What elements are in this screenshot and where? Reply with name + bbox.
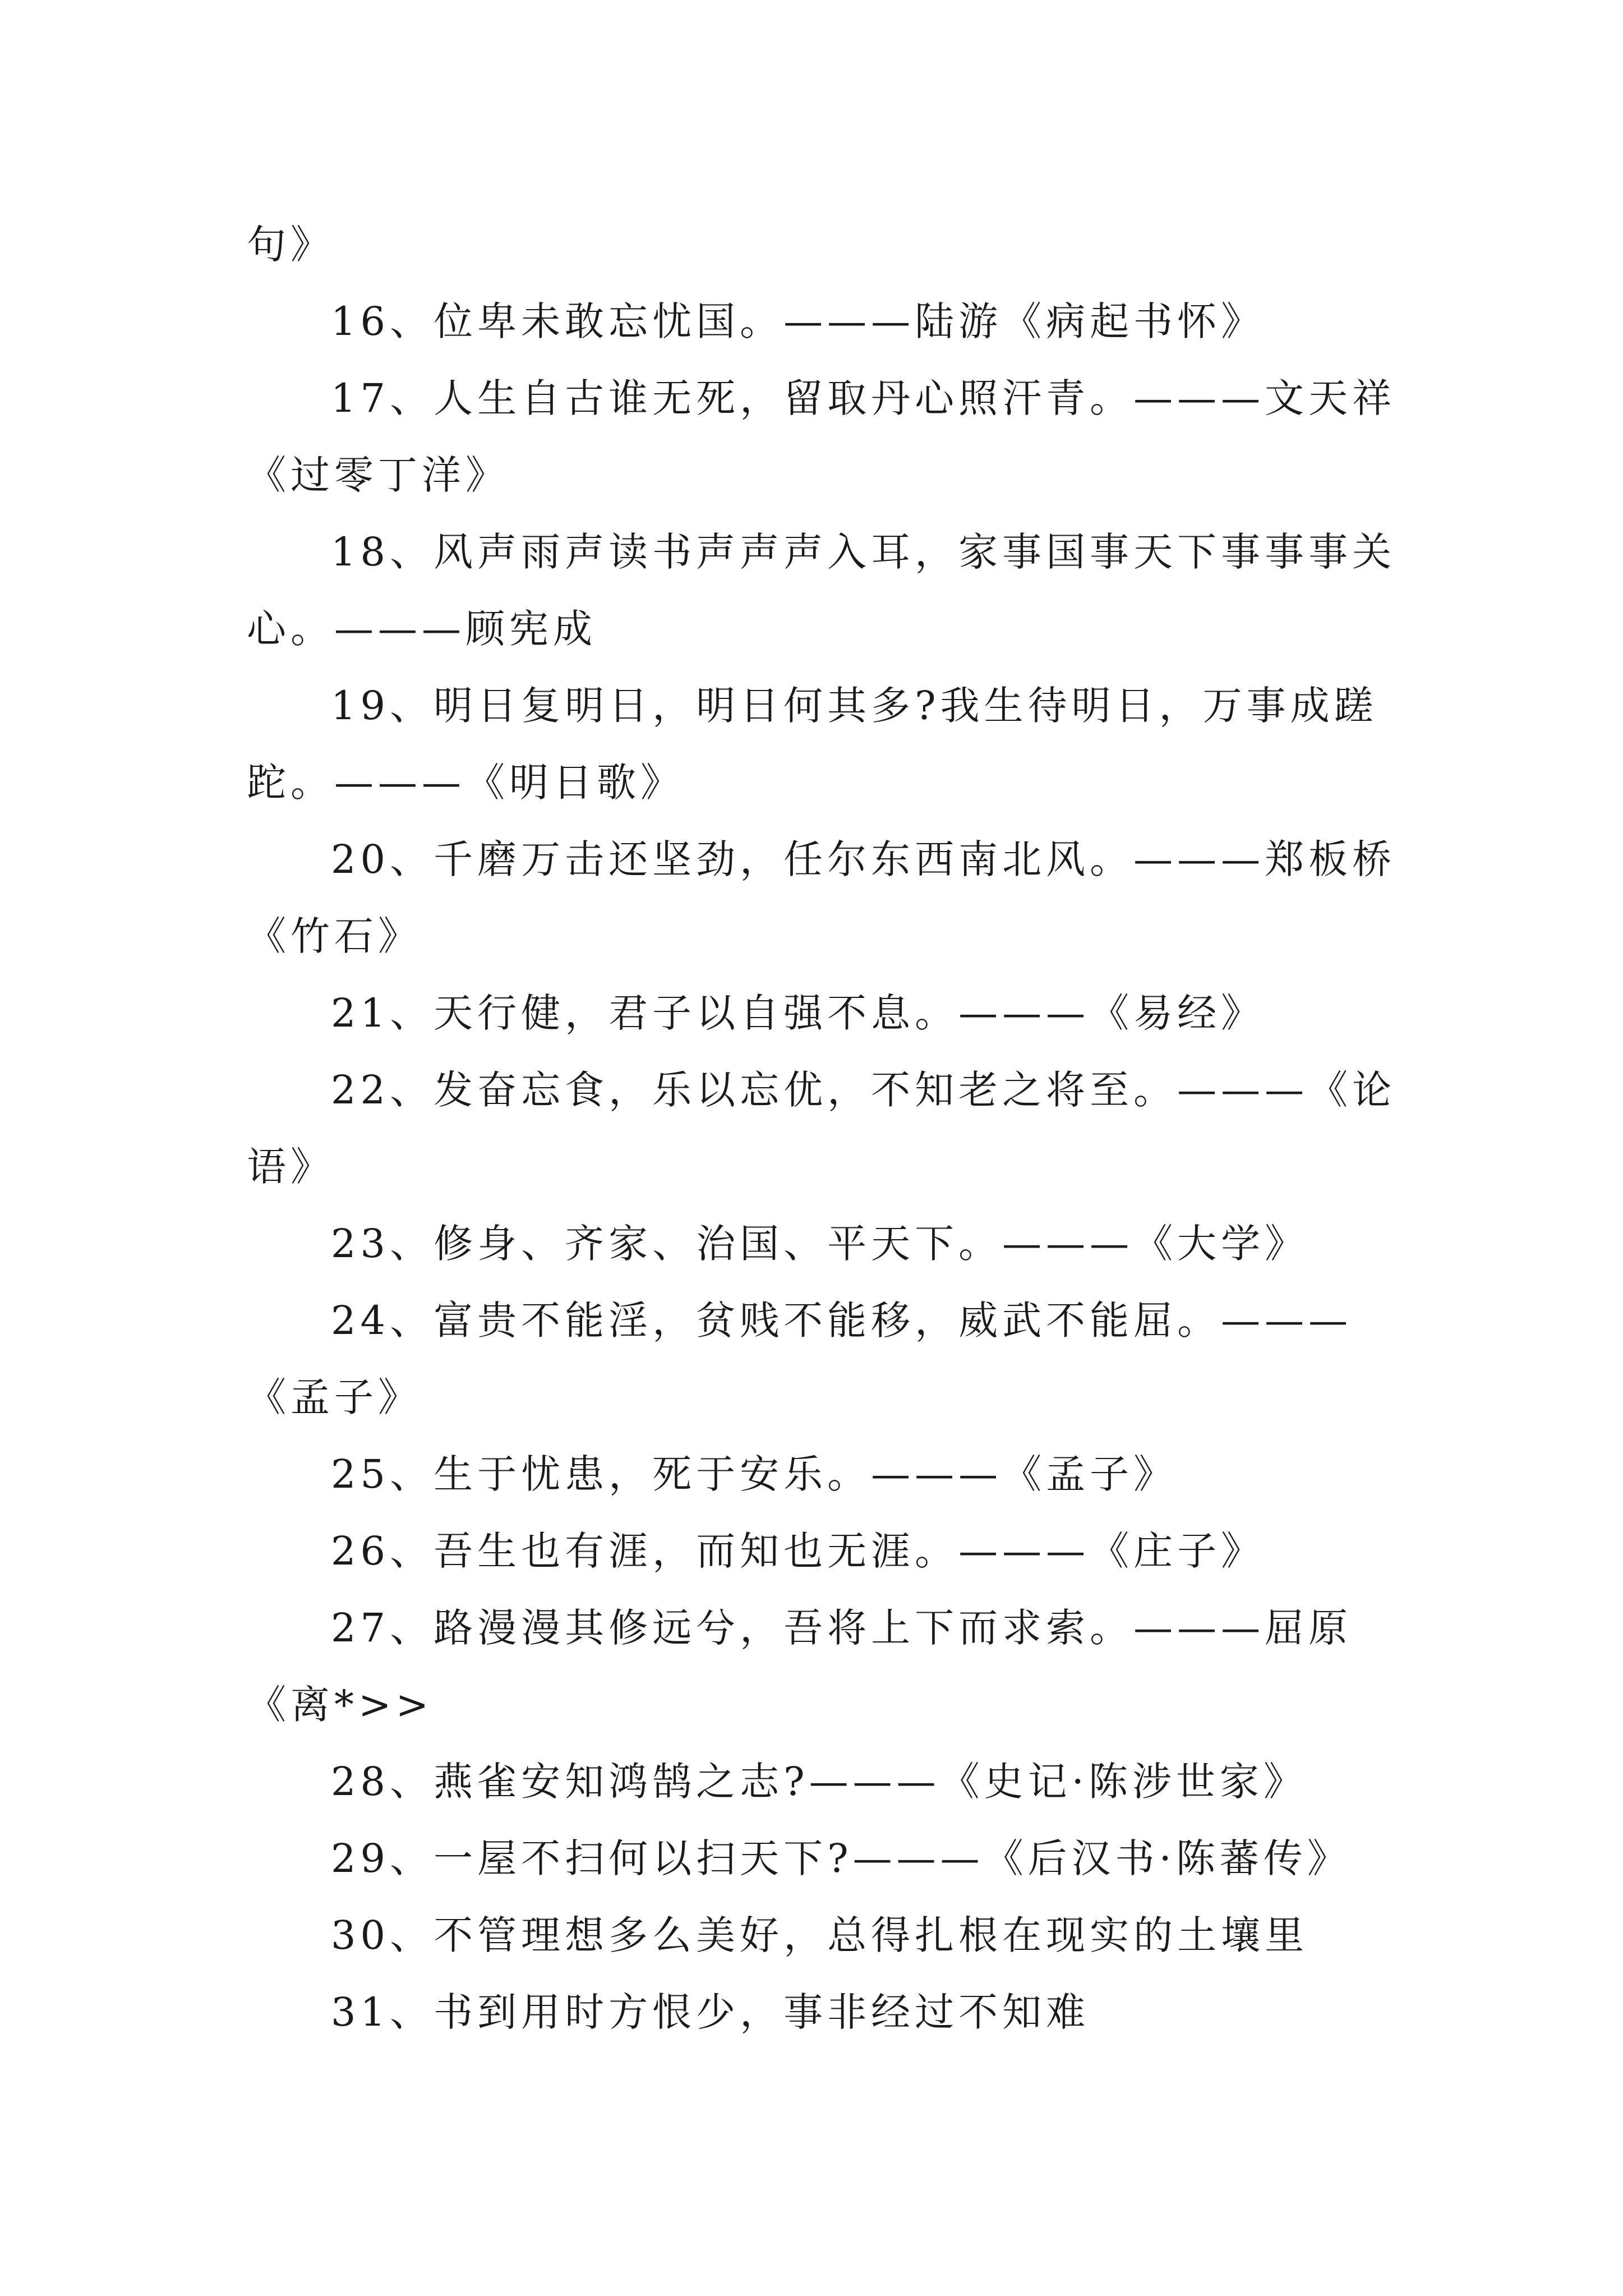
quote-line: 29、一屋不扫何以扫天下?———《后汉书·陈蕃传》 <box>331 1835 1351 1881</box>
quote-line: 21、天行健，君子以自强不息。———《易经》 <box>331 990 1265 1036</box>
quote-line: 27、路漫漫其修远兮，吾将上下而求索。———屈原 <box>331 1605 1353 1651</box>
text-line: 《孟子》 <box>247 1374 422 1420</box>
quote-line: 22、发奋忘食，乐以忘优，不知老之将至。———《论 <box>331 1067 1396 1113</box>
text-line: 跎。———《明日歌》 <box>247 760 684 806</box>
text-line: 句》 <box>247 222 334 268</box>
text-line: 语》 <box>247 1144 334 1190</box>
quote-line: 24、富贵不能淫，贫贱不能移，威武不能屈。——— <box>331 1297 1353 1343</box>
quote-line: 25、生于忧患，死于安乐。———《孟子》 <box>331 1451 1178 1497</box>
quote-line: 19、明日复明日，明日何其多?我生待明日，万事成蹉 <box>331 683 1378 729</box>
quote-line: 23、修身、齐家、治国、平天下。———《大学》 <box>331 1221 1309 1267</box>
quote-line: 18、风声雨声读书声声声入耳，家事国事天下事事事关 <box>331 529 1396 575</box>
quote-line: 17、人生自古谁无死，留取丹心照汗青。———文天祥 <box>331 375 1396 421</box>
quote-line: 31、书到用时方恨少，事非经过不知难 <box>331 1989 1090 2035</box>
document-body <box>247 206 1396 2051</box>
quote-line: 28、燕雀安知鸿鹄之志?———《史记·陈涉世家》 <box>331 1759 1307 1805</box>
quote-line: 26、吾生也有涯，而知也无涯。———《庄子》 <box>331 1528 1265 1574</box>
text-line: 《过零丁洋》 <box>247 452 509 498</box>
text-line: 心。———顾宪成 <box>247 606 597 652</box>
quote-line: 30、不管理想多么美好，总得扎根在现实的土壤里 <box>331 1912 1309 1958</box>
quote-line: 16、位卑未敢忘忧国。———陆游《病起书怀》 <box>331 298 1265 344</box>
text-line: 《竹石》 <box>247 913 422 959</box>
quote-line: 20、千磨万击还坚劲，任尔东西南北风。———郑板桥 <box>331 836 1396 882</box>
text-line: 《离*>> <box>247 1682 434 1728</box>
